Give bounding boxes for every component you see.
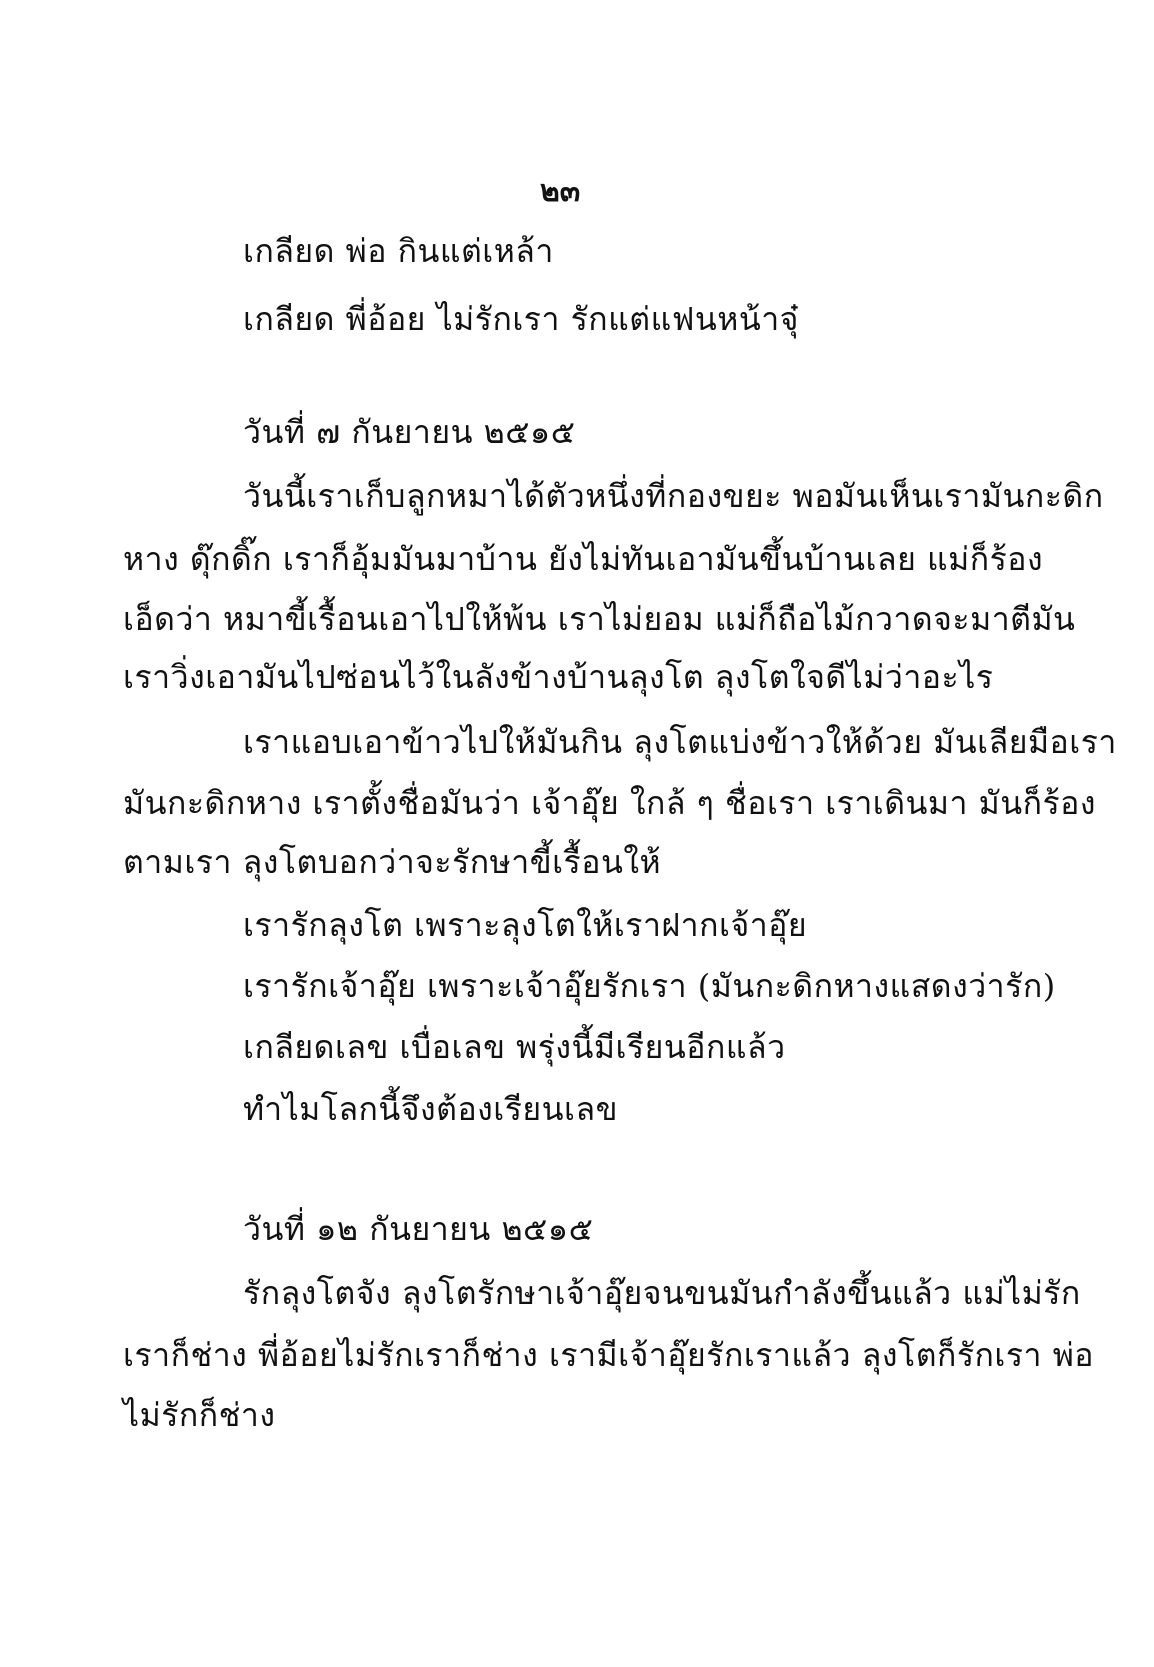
- paragraph-line: ตามเรา ลุงโตบอกว่าจะรักษาขี้เรื้อนให้: [123, 843, 662, 881]
- paragraph-line: เราแอบเอาข้าวไปให้มันกิน ลุงโตแบ่งข้าวให้ด้วย มันเลียมือเรา: [243, 723, 1117, 761]
- verse-line: เรารักเจ้าอุ๊ย เพราะเจ้าอุ๊ยรักเรา (มันกะดิกหางแสดงว่ารัก): [243, 967, 1056, 1005]
- entry-date: วันที่ ๗ กันยายน ๒๕๑๕: [243, 413, 576, 451]
- paragraph-line: ไม่รักก็ช่าง: [123, 1396, 276, 1434]
- paragraph-line: เราก็ช่าง พี่อ้อยไม่รักเราก็ช่าง เรามีเจ้าอุ๊ยรักเราแล้ว ลุงโตก็รักเรา พ่อ: [123, 1336, 1094, 1374]
- poem-line: เกลียด พี่อ้อย ไม่รักเรา รักแต่แฟนหน้าจุ๋: [243, 300, 799, 338]
- paragraph-line: เอ็ดว่า หมาขี้เรื้อนเอาไปให้พ้น เราไม่ยอม แม่ก็ถือไม้กวาดจะมาตีมัน: [123, 600, 1076, 638]
- paragraph-line: เราวิ่งเอามันไปซ่อนไว้ในลังข้างบ้านลุงโต ลุงโตใจดีไม่ว่าอะไร: [123, 658, 994, 696]
- verse-line: ทำไมโลกนี้จึงต้องเรียนเลข: [243, 1090, 618, 1128]
- paragraph-line: วันนี้เราเก็บลูกหมาได้ตัวหนึ่งที่กองขยะ พอมันเห็นเรามันกะดิก: [243, 477, 1104, 515]
- paragraph-line: หาง ดุ๊กดิ๊ก เราก็อุ้มมันมาบ้าน ยังไม่ทันเอามันขึ้นบ้านเลย แม่ก็ร้อง: [123, 540, 1044, 578]
- poem-line: เกลียด พ่อ กินแต่เหล้า: [243, 232, 554, 270]
- paragraph-line: มันกะดิกหาง เราตั้งชื่อมันว่า เจ้าอุ๊ย ใกล้ ๆ ชื่อเรา เราเดินมา มันก็ร้อง: [123, 784, 1096, 822]
- verse-line: เรารักลุงโต เพราะลุงโตให้เราฝากเจ้าอุ๊ย: [243, 906, 808, 944]
- verse-line: เกลียดเลข เบื่อเลข พรุ่งนี้มีเรียนอีกแล้ว: [243, 1028, 786, 1066]
- entry-date: วันที่ ๑๒ กันยายน ๒๕๑๕: [243, 1210, 594, 1248]
- paragraph-line: รักลุงโตจัง ลุงโตรักษาเจ้าอุ๊ยจนขนมันกำลังขึ้นแล้ว แม่ไม่รัก: [243, 1274, 1081, 1312]
- page-number: ๒๓: [540, 174, 581, 209]
